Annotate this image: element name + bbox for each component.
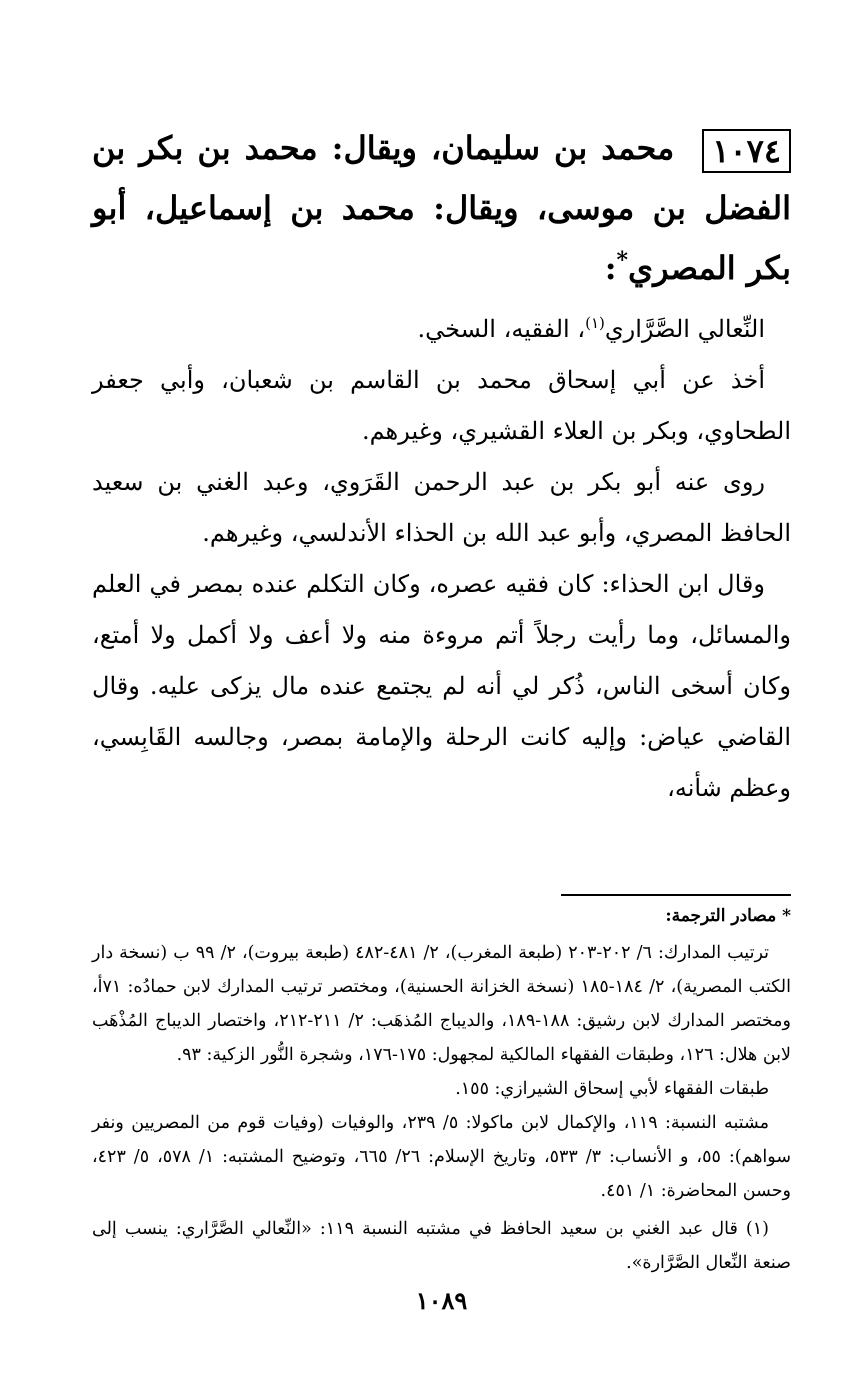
- source-list-1: ترتيب المدارك: ٦/ ٢٠٢-٢٠٣ (طبعة المغرب)، ٢/ ٤٨١-٤٨٢ (طبعة بيروت)، ٢/ ٩٩ ب (نسخة دار الكتب المصرية)، ٢/ ١٨٤-١٨٥ (نسخة الخزانة الحسنية)، ومختصر ترتيب المدارك لابن حمادُه: ٧١أ، ومختصر المدارك لابن رشيق: ١٨٨-١٨٩، والديباج المُذهَب: ٢/ ٢١١-٢١٢، واختصار الديباج المُذْهَب لابن هلال: ١٢٦، وطبقات الفقهاء المالكية لمجهول: ١٧٥-١٧٦، وشجرة النُّور الزكية: ٩٣.: [92, 943, 791, 1065]
- page-number: ١٠٨٩: [415, 1286, 468, 1315]
- sources-heading: * مصادر الترجمة:: [665, 906, 791, 926]
- students-paragraph: روى عنه أبو بكر بن عبد الرحمن القَرَوي، وعبد الغني بن سعيد الحافظ المصري، وأبو عبد الله بن الحذاء الأندلسي، وغيرهم.: [92, 468, 791, 547]
- footnote-reference: (١): [585, 314, 605, 332]
- praise-paragraph: وقال ابن الحذاء: كان فقيه عصره، وكان التكلم عنده بمصر في العلم والمسائل، وما رأيت رجلاً أتم مروءة منه ولا أعف ولا أكمل ولا أمتع، وكان أسخى الناس، ذُكر لي أنه لم يجتمع عنده مال يزكى عليه. وقال القاضي عياض: وإليه كانت الرحلة والإمامة بمصر، وجالسه القَابِسي، وعظم شأنه،: [92, 570, 791, 802]
- nisba-paragraph: [92, 304, 791, 355]
- entry-title: محمد بن سليمان، ويقال: محمد بن بكر بن الفضل بن موسى، ويقال: محمد بن إسماعيل، أبو بكر المصري: [92, 129, 792, 287]
- entry-title-colon: :: [604, 249, 617, 287]
- nisba-description: ، الفقيه، السخي.: [417, 315, 586, 343]
- entry-header: [92, 118, 791, 298]
- book-page: [92, 118, 791, 1379]
- footnote-1: (١) قال عبد الغني بن سعيد الحافظ في مشتبه النسبة ١١٩: «النِّعالي الصَّرَّاري: ينسب إلى صنعة النِّعال الصَّرَّارة».: [92, 1219, 791, 1273]
- sources-section: [92, 902, 791, 1280]
- nisba-text: النِّعالي الصَّرَّاري: [604, 315, 765, 343]
- source-list-3: مشتبه النسبة: ١١٩، والإكمال لابن ماكولا: ٥/ ٢٣٩، والوفيات (وفيات قوم من المصريين ونفر سواهم): ٥٥، و الأنساب: ٣/ ٥٣٣، وتاريخ الإسلام: ٢٦/ ٦٦٥، وتوضيح المشتبه: ١/ ٥٧٨، ٥/ ٤٢٣، وحسن المحاضرة: ١/ ٤٥١.: [92, 1113, 791, 1201]
- teachers-paragraph: أخذ عن أبي إسحاق محمد بن القاسم بن شعبان، وأبي جعفر الطحاوي، وبكر بن العلاء القشيري، وغيرهم.: [92, 366, 791, 445]
- entry-number: ١٠٧٤: [702, 129, 791, 173]
- source-list-2: طبقات الفقهاء لأبي إسحاق الشيرازي: ١٥٥.: [455, 1079, 769, 1099]
- footnote-divider: [561, 894, 791, 896]
- sources-marker: *: [616, 247, 629, 274]
